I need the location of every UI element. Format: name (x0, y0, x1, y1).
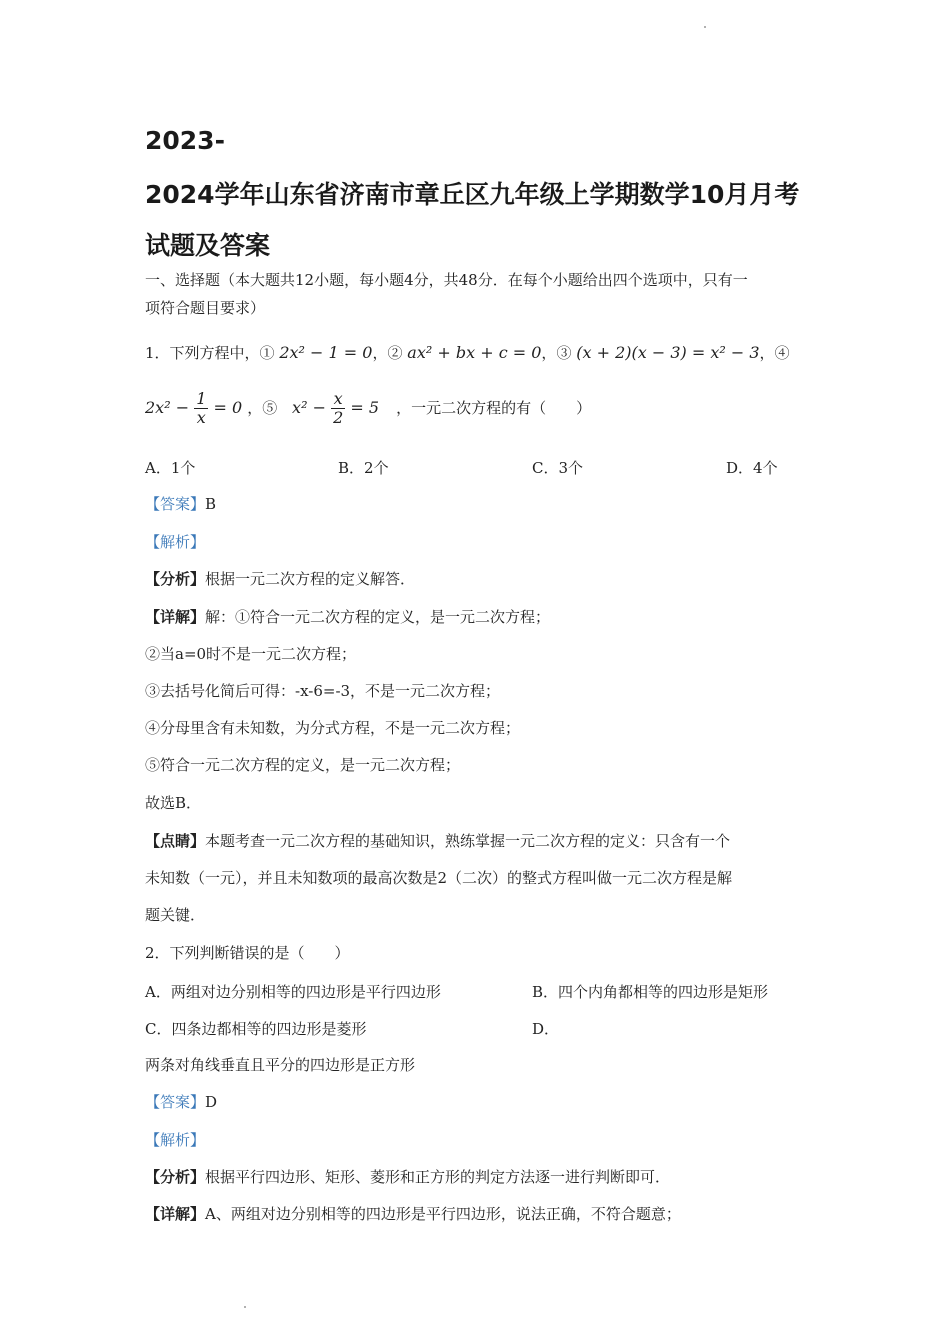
q1-dianjing-line-2: 未知数（一元），并且未知数项的最高次数是2（二次）的整式方程叫做一元二次方程是解 (145, 869, 733, 887)
q2-xiangjie-label: 【详解】 (145, 1205, 206, 1223)
q1-fenxi-label: 【分析】 (145, 570, 206, 588)
doc-title-line-2: 2024学年山东省济南市章丘区九年级上学期数学10月月考 (145, 180, 800, 209)
q1-separator-2: ， (541, 344, 557, 362)
q2-answer-value: D (205, 1093, 218, 1111)
q1-separator-1: ， (372, 344, 388, 362)
q1-option-d: D．4个 (726, 459, 778, 477)
section-heading-line-2: 项符合题目要求） (145, 299, 266, 317)
q1-eq5-right: = 5 (350, 398, 380, 417)
q1-equation-2: ax² + bx + c = 0 (407, 343, 542, 362)
q2-option-c: C．四条边都相等的四边形是菱形 (145, 1020, 367, 1038)
q1-stem-line-2 (145, 388, 591, 428)
q1-equation-3: (x + 2)(x − 3) = x² − 3 (576, 343, 760, 362)
q1-option-a: A．1个 (145, 459, 196, 477)
section-heading-line-1: 一、选择题（本大题共12小题，每小题4分，共48分．在每个小题给出四个选项中，只有一 (145, 271, 748, 289)
q2-option-b: B．四个内角都相等的四边形是矩形 (532, 983, 769, 1001)
q1-eq4-numerator: 1 (196, 389, 207, 408)
q1-xiangjie (145, 607, 550, 627)
q1-eq5-denominator: 2 (333, 408, 344, 427)
q1-choice-2-marker: ② (387, 344, 403, 362)
q1-stem-line-1 (145, 343, 790, 363)
q1-equation-5 (292, 389, 384, 427)
q1-solution-conclusion: 故选B． (145, 794, 202, 812)
q2-stem: 2．下列判断错误的是（ ） (145, 944, 350, 962)
q1-eq5-fraction (331, 390, 345, 427)
q1-eq5-numerator: x (331, 390, 345, 409)
q1-lead: 1．下列方程中， (145, 344, 260, 362)
q1-answer-value: B (205, 495, 217, 513)
q1-separator-3: ， (759, 344, 775, 362)
q2-option-a: A．两组对边分别相等的四边形是平行四边形 (145, 983, 441, 1001)
q1-eq4-denominator: x (196, 408, 206, 427)
q1-eq4-left: 2x² − (145, 398, 190, 417)
q2-fenxi-text: 根据平行四边形、矩形、菱形和正方形的判定方法逐一进行判断即可． (205, 1168, 671, 1186)
q1-xiangjie-text: 解：①符合一元二次方程的定义，是一元二次方程； (205, 608, 551, 626)
q1-choice-1-marker: ① (259, 344, 275, 362)
q1-choice-5-marker: ，⑤ (247, 399, 278, 417)
q1-dianjing-line-1 (145, 831, 730, 851)
q1-solution-line-3: ③去括号化简后可得：-x-6=-3，不是一元二次方程； (145, 682, 501, 700)
q1-solution-line-5: ⑤符合一元二次方程的定义，是一元二次方程； (145, 756, 461, 774)
doc-title-line-1: 2023- (145, 126, 225, 155)
q1-fenxi (145, 569, 415, 589)
q1-option-c: C．3个 (532, 459, 584, 477)
scan-speck (244, 1306, 246, 1308)
q2-xiangjie-text: A、两组对边分别相等的四边形是平行四边形，说法正确，不符合题意； (205, 1205, 681, 1223)
q2-fenxi-label: 【分析】 (145, 1168, 206, 1186)
q1-analysis-label: 【解析】 (145, 533, 206, 551)
q1-solution-line-2: ②当a=0时不是一元二次方程； (145, 645, 357, 663)
q1-option-b: B．2个 (338, 459, 389, 477)
q1-solution-line-4: ④分母里含有未知数，为分式方程，不是一元二次方程； (145, 719, 521, 737)
q2-fenxi (145, 1167, 670, 1187)
q2-answer-label: 【答案】 (145, 1093, 206, 1111)
q1-xiangjie-label: 【详解】 (145, 608, 206, 626)
q1-eq4-right: = 0 (213, 398, 243, 417)
q1-equation-4 (145, 389, 247, 427)
q1-choice-4-marker: ④ (774, 344, 790, 362)
q1-eq4-fraction (194, 390, 208, 427)
q1-eq5-left: x² − (292, 398, 326, 417)
q1-stem-tail: ，一元二次方程的有（ ） (396, 399, 592, 417)
q2-answer (145, 1092, 217, 1112)
q1-dianjing-text-1: 本题考查一元二次方程的基础知识，熟练掌握一元二次方程的定义：只含有一个 (205, 832, 731, 850)
q1-dianjing-line-3: 题关键． (145, 906, 206, 924)
q1-answer (145, 494, 216, 514)
q2-xiangjie (145, 1204, 681, 1224)
q2-analysis-label: 【解析】 (145, 1131, 206, 1149)
q1-fenxi-text: 根据一元二次方程的定义解答． (205, 570, 416, 588)
q1-choice-3-marker: ③ (556, 344, 572, 362)
q1-equation-1: 2x² − 1 = 0 (279, 343, 373, 362)
q2-option-d-text: 两条对角线垂直且平分的四边形是正方形 (145, 1056, 416, 1074)
q1-dianjing-label: 【点睛】 (145, 832, 206, 850)
doc-title-line-3: 试题及答案 (145, 231, 271, 260)
q1-answer-label: 【答案】 (145, 495, 206, 513)
q2-option-d: D． (532, 1020, 560, 1038)
scan-speck (704, 26, 706, 28)
